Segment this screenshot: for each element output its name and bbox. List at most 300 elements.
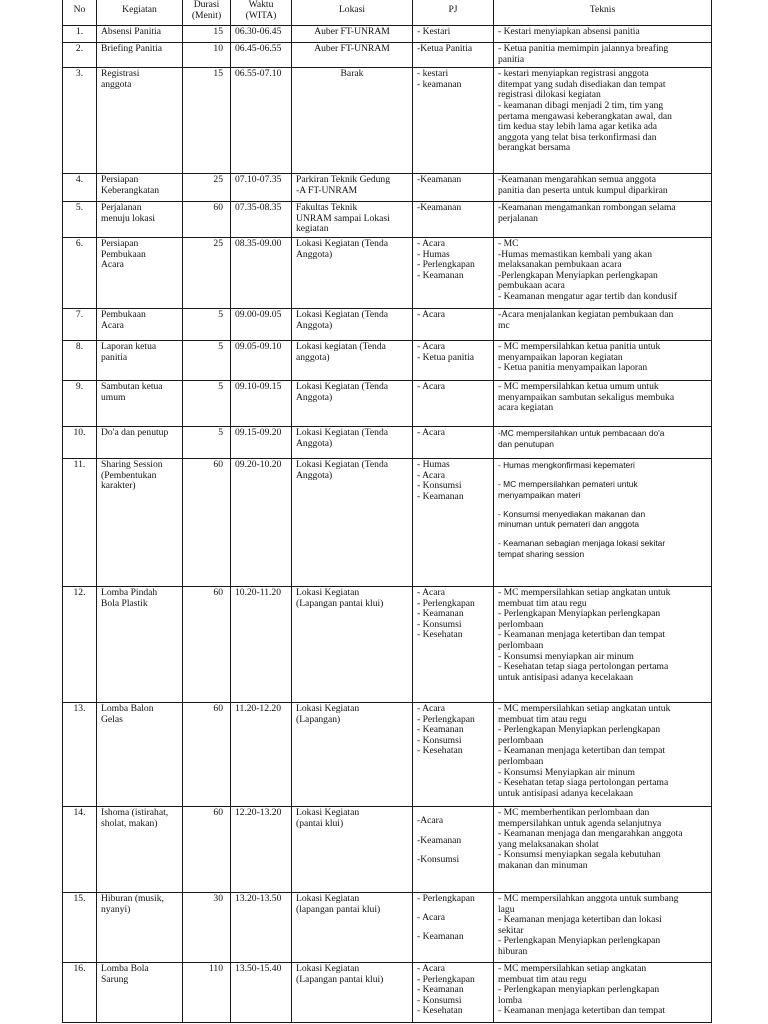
waktu-cell: 09.00-09.05 (231, 308, 292, 340)
teknis-cell-line: panitia dan peserta untuk kumpul diparkiran (498, 184, 668, 196)
pj-cell-line: - Acara (417, 426, 445, 438)
durasi-cell: 60 (183, 806, 231, 892)
teknis-cell-line: -Humas memastikan kembali yang akan (498, 248, 652, 260)
teknis-cell-line: - Perlengkapan Menyiapkan perlengkapan (498, 608, 661, 620)
header-label-line: (WITA) (245, 9, 277, 21)
kegiatan-cell-line: Pembukaan (101, 308, 146, 320)
kegiatan-cell-line: Registrasi (101, 68, 140, 80)
table-row (63, 237, 712, 308)
teknis-cell-line: - Konsumsi menyiapkan air minum (498, 650, 634, 662)
teknis-cell-line: - keamanan dibagi menjadi 2 tim, tim yang (498, 99, 664, 111)
kegiatan-cell (97, 892, 183, 962)
pj-cell (413, 426, 494, 458)
durasi-cell: 15 (183, 68, 231, 174)
teknis-cell-line: menyampaikan sambutan sekaligus membuka (498, 391, 675, 403)
lokasi-cell-line: Lokasi Kegiatan (Tenda (296, 237, 389, 249)
pj-cell-line: - Acara (417, 469, 445, 481)
pj-cell-line: - Humas (417, 458, 450, 470)
teknis-cell-line: - Perlengkapan Menyiapkan perlengkapan (498, 724, 661, 736)
table-row (63, 380, 712, 426)
lokasi-cell-line: (Lapangan pantai klui) (296, 973, 384, 985)
row-number: 16. (63, 962, 97, 1022)
waktu-cell: 13.50-15.40 (231, 962, 292, 1022)
kegiatan-cell-line: Persiapan (101, 237, 139, 249)
durasi-cell: 110 (183, 962, 231, 1022)
teknis-cell-line: tim kedua stay lebih lama agar ketika ada (498, 121, 658, 133)
durasi-cell: 15 (183, 26, 231, 43)
kegiatan-cell-line: Acara (101, 259, 124, 271)
kegiatan-cell-line: Acara (101, 319, 124, 331)
pj-cell-line: - Acara (417, 380, 445, 392)
table-row (63, 426, 712, 458)
pj-cell (413, 586, 494, 702)
table-row (63, 806, 712, 892)
pj-cell-line: - Keamanan (417, 931, 464, 943)
col-no-header (63, 0, 97, 26)
lokasi-cell-line: Lokasi Kegiatan (296, 962, 360, 974)
lokasi-cell (292, 26, 413, 43)
lokasi-cell-line: Parkiran Teknik Gedung (296, 174, 391, 186)
row-number: 12. (63, 586, 97, 702)
kegiatan-cell (97, 43, 183, 68)
pj-cell-line: - Konsumsi (417, 618, 462, 630)
teknis-cell (494, 426, 712, 458)
table-row (63, 702, 712, 806)
teknis-cell-line: membuat tim atau regu (498, 713, 587, 725)
lokasi-cell-line: (pantai klui) (296, 817, 344, 829)
table-row (63, 308, 712, 340)
pj-cell-line: - Perlengkapan (417, 973, 475, 985)
teknis-cell-line: sekitar (498, 924, 524, 936)
pj-cell-line: - Perlengkapan (417, 597, 475, 609)
pj-cell-line: - Keamanan (417, 490, 464, 502)
header-label-line: Waktu (248, 0, 274, 10)
pj-cell (413, 340, 494, 380)
kegiatan-cell-line: Hiburan (musik, (101, 892, 164, 904)
waktu-cell: 09.20-10.20 (231, 458, 292, 586)
teknis-cell-line: makanan dan minuman (498, 859, 588, 871)
col-kegiatan-header (97, 0, 183, 26)
pj-cell-line: - Perlengkapan (417, 259, 475, 271)
pj-cell-line: - Keamanan (417, 724, 464, 736)
waktu-cell: 07.10-07.35 (231, 174, 292, 202)
teknis-cell (494, 458, 712, 586)
lokasi-cell (292, 43, 413, 68)
teknis-cell-line: - Konsumsi Menyiapkan air minum (498, 766, 635, 778)
kegiatan-cell-line: nyanyi) (101, 903, 131, 915)
col-waktu-header (231, 0, 292, 26)
pj-cell (413, 962, 494, 1022)
waktu-cell: 06.55-07.10 (231, 68, 292, 174)
lokasi-cell-line: Lokasi Kegiatan (Tenda (296, 380, 389, 392)
waktu-cell: 13.20-13.50 (231, 892, 292, 962)
teknis-cell-line: yang melaksanakan sholat (498, 838, 599, 850)
lokasi-cell-line: kegiatan (296, 223, 329, 235)
teknis-cell-line: membuat tim atau regu (498, 597, 587, 609)
durasi-cell: 60 (183, 702, 231, 806)
durasi-cell: 5 (183, 426, 231, 458)
teknis-cell-line: - Keamanan menjaga ketertiban dan tempat (498, 745, 666, 757)
table-row (63, 340, 712, 380)
durasi-cell: 30 (183, 892, 231, 962)
waktu-cell: 08.35-09.00 (231, 237, 292, 308)
lokasi-cell (292, 892, 413, 962)
durasi-cell: 10 (183, 43, 231, 68)
header-label-line: No (73, 4, 86, 16)
lokasi-cell-line: Anggota) (296, 437, 333, 449)
kegiatan-cell-line: Sharing Session (101, 458, 163, 470)
pj-cell-line: - Keamanan (417, 269, 464, 281)
pj-cell-line: - Kesehatan (417, 1005, 463, 1017)
kegiatan-cell (97, 586, 183, 702)
teknis-cell-line: minuman untuk pemateri dan anggota (498, 519, 640, 530)
kegiatan-cell-line: Briefing Panitia (101, 43, 163, 54)
durasi-cell: 25 (183, 174, 231, 202)
teknis-cell-line: - MC mempersilahkan setiap angkatan (498, 962, 647, 974)
kegiatan-cell-line: Lomba Pindah (101, 586, 158, 598)
teknis-cell-line: - MC mempersilahkan ketua panitia untuk (498, 340, 661, 352)
lokasi-cell-line: Auber FT-UNRAM (314, 43, 390, 54)
teknis-cell-line: hiburan (498, 945, 528, 957)
teknis-cell-line: - MC mempersilahkan setiap angkatan untuk (498, 586, 671, 598)
pj-cell (413, 806, 494, 892)
teknis-cell-line: untuk antisipasi adanya kecelakaan (498, 787, 634, 799)
teknis-cell-line: - Humas mengkonfirmasi kepemateri (498, 459, 635, 470)
row-number: 6. (63, 237, 97, 308)
teknis-cell-line: menyampaikan laporan kegiatan (498, 351, 623, 363)
lokasi-cell (292, 340, 413, 380)
teknis-cell-line: - MC (498, 237, 519, 249)
lokasi-cell-line: Anggota) (296, 469, 333, 481)
teknis-cell (494, 380, 712, 426)
teknis-cell (494, 806, 712, 892)
teknis-cell (494, 237, 712, 308)
kegiatan-cell (97, 202, 183, 238)
kegiatan-cell (97, 237, 183, 308)
lokasi-cell (292, 586, 413, 702)
pj-cell-line: - Acara (417, 340, 445, 352)
rundown-document (62, 0, 711, 1023)
kegiatan-cell (97, 426, 183, 458)
kegiatan-cell (97, 702, 183, 806)
teknis-cell-line: - Ketua panitia memimpin jalannya breafing (498, 43, 669, 54)
teknis-cell-line: - Kesehatan tetap siaga pertolongan pertama (498, 661, 669, 673)
teknis-cell-line: - Keamanan menjaga ketertiban dan tempat (498, 1005, 666, 1017)
teknis-cell-line: melaksanakan pembukaan acara (498, 259, 622, 271)
teknis-cell-line: pembukaan acara (498, 280, 565, 292)
kegiatan-cell (97, 174, 183, 202)
teknis-cell-line: tempat sharing session (498, 549, 585, 560)
durasi-cell: 5 (183, 340, 231, 380)
lokasi-cell-line: Lokasi Kegiatan (Tenda (296, 458, 389, 470)
teknis-cell (494, 892, 712, 962)
pj-cell-line: -Keamanan (417, 174, 462, 186)
col-pj-header (413, 0, 494, 26)
row-number: 8. (63, 340, 97, 380)
kegiatan-cell-line: Perjalanan (101, 202, 142, 214)
table-row (63, 26, 712, 43)
lokasi-cell-line: (Lapangan pantai klui) (296, 597, 384, 609)
row-number: 3. (63, 68, 97, 174)
teknis-cell (494, 702, 712, 806)
pj-cell (413, 237, 494, 308)
teknis-cell-line: - Keamanan sebagian menjaga lokasi sekitar (498, 538, 666, 549)
row-number: 10. (63, 426, 97, 458)
kegiatan-cell-line: umum (101, 391, 126, 403)
row-number: 7. (63, 308, 97, 340)
teknis-cell-line: - Konsumsi menyediakan makanan dan (498, 508, 646, 519)
lokasi-cell (292, 380, 413, 426)
header-label-line: PJ (448, 4, 458, 16)
table-header-row (63, 0, 712, 26)
blank-line (498, 471, 707, 480)
waktu-cell: 09.15-09.20 (231, 426, 292, 458)
teknis-cell-line: - MC mempersilahkan pemateri untuk (498, 479, 638, 490)
pj-cell-line: -Keamanan (417, 202, 462, 214)
pj-cell-line: -Ketua Panitia (417, 43, 473, 54)
durasi-cell: 60 (183, 586, 231, 702)
table-row (63, 43, 712, 68)
row-number: 9. (63, 380, 97, 426)
pj-cell-line: - Humas (417, 248, 450, 260)
waktu-cell: 11.20-12.20 (231, 702, 292, 806)
pj-cell-line: - Konsumsi (417, 480, 462, 492)
row-number: 5. (63, 202, 97, 238)
pj-cell-line: -Keamanan (417, 834, 462, 846)
teknis-cell-line: - Keamanan menjaga ketertiban dan lokasi (498, 914, 662, 926)
row-number: 2. (63, 43, 97, 68)
kegiatan-cell-line: (Pembentukan (101, 469, 157, 481)
kegiatan-cell (97, 806, 183, 892)
waktu-cell: 09.05-09.10 (231, 340, 292, 380)
pj-cell-line: - Acara (417, 962, 445, 974)
kegiatan-cell (97, 962, 183, 1022)
waktu-cell: 12.20-13.20 (231, 806, 292, 892)
lokasi-cell-line: (lapangan pantai klui) (296, 903, 381, 915)
teknis-cell (494, 586, 712, 702)
teknis-cell-line: dan penutupan (498, 438, 554, 449)
teknis-cell-line: - Ketua panitia menyampaikan laporan (498, 362, 648, 374)
table-row (63, 202, 712, 238)
waktu-cell: 06.30-06.45 (231, 26, 292, 43)
pj-cell (413, 174, 494, 202)
kegiatan-cell (97, 340, 183, 380)
row-number: 11. (63, 458, 97, 586)
kegiatan-cell-line: Sambutan ketua (101, 380, 163, 392)
kegiatan-cell-line: Lomba Balon (101, 702, 154, 714)
pj-cell-line: - Acara (417, 912, 445, 924)
table-row (63, 68, 712, 174)
row-number: 14. (63, 806, 97, 892)
lokasi-cell (292, 426, 413, 458)
teknis-cell (494, 308, 712, 340)
teknis-cell-line: perlombaan (498, 618, 544, 630)
kegiatan-cell-line: Bola Plastik (101, 597, 148, 609)
teknis-cell (494, 68, 712, 174)
kegiatan-cell-line: Laporan ketua (101, 340, 157, 352)
durasi-cell: 25 (183, 237, 231, 308)
lokasi-cell-line: (Lapangan) (296, 713, 341, 725)
row-number: 1. (63, 26, 97, 43)
blank-line (498, 500, 707, 509)
kegiatan-cell-line: Pembukaan (101, 248, 146, 260)
pj-cell (413, 702, 494, 806)
col-lokasi-header (292, 0, 413, 26)
pj-cell-line: - kestari (417, 68, 449, 80)
lokasi-cell (292, 237, 413, 308)
teknis-cell-line: membuat tim atau regu (498, 973, 587, 985)
teknis-cell-line: berangkat bersama (498, 142, 571, 154)
teknis-cell (494, 26, 712, 43)
row-number: 4. (63, 174, 97, 202)
lokasi-cell (292, 308, 413, 340)
waktu-cell: 06.45-06.55 (231, 43, 292, 68)
kegiatan-cell-line: Persiapan (101, 174, 139, 186)
pj-cell (413, 68, 494, 174)
header-label-line: Durasi (193, 0, 220, 10)
durasi-cell: 60 (183, 202, 231, 238)
lokasi-cell-line: Anggota) (296, 391, 333, 403)
table-row (63, 458, 712, 586)
lokasi-cell (292, 174, 413, 202)
pj-cell-line: - Keamanan (417, 984, 464, 996)
teknis-cell-line: - Perlengkapan Menyiapkan perlengkapan (498, 935, 661, 947)
table-row (63, 586, 712, 702)
row-number: 15. (63, 892, 97, 962)
kegiatan-cell (97, 26, 183, 43)
pj-cell-line: - Perlengkapan (417, 713, 475, 725)
lokasi-cell-line: Anggota) (296, 319, 333, 331)
pj-cell-line: - Konsumsi (417, 734, 462, 746)
kegiatan-cell-line: panitia (101, 351, 128, 363)
teknis-cell-line: -MC mempersilahkan untuk pembacaan do'a (498, 427, 665, 438)
pj-cell-line: - Acara (417, 237, 445, 249)
teknis-cell-line: panitia (498, 53, 525, 65)
teknis-cell-line: mc (498, 319, 510, 331)
col-durasi-header (183, 0, 231, 26)
pj-cell (413, 892, 494, 962)
pj-cell-line: - Acara (417, 586, 445, 598)
header-label-line: Teknis (589, 4, 616, 16)
teknis-cell (494, 962, 712, 1022)
pj-cell-line: - Acara (417, 702, 445, 714)
pj-cell-line: - keamanan (417, 78, 462, 90)
pj-cell (413, 458, 494, 586)
teknis-cell-line: - Konsumsi menyiapkan segala kebutuhan (498, 849, 661, 861)
teknis-cell-line: perlombaan (498, 639, 544, 651)
teknis-cell-line: - Kesehatan tetap siaga pertolongan pertama (498, 777, 669, 789)
lokasi-cell-line: UNRAM sampai Lokasi (296, 212, 390, 224)
lokasi-cell-line: -A FT-UNRAM (296, 184, 358, 196)
teknis-cell (494, 43, 712, 68)
teknis-cell-line: - MC mempersilahkan setiap angkatan untuk (498, 702, 671, 714)
lokasi-cell-line: Lokasi Kegiatan (Tenda (296, 308, 389, 320)
pj-cell (413, 43, 494, 68)
teknis-cell-line: - Keamanan menjaga ketertiban dan tempat (498, 629, 666, 641)
teknis-cell (494, 174, 712, 202)
kegiatan-cell-line: sholat, makan) (101, 817, 158, 829)
teknis-cell-line: - Kestari menyiapkan absensi panitia (498, 26, 640, 37)
lokasi-cell-line: Lokasi Kegiatan (296, 892, 360, 904)
kegiatan-cell (97, 380, 183, 426)
teknis-cell-line: registrasi dilokasi kegiatan (498, 89, 601, 101)
waktu-cell: 10.20-11.20 (231, 586, 292, 702)
kegiatan-cell (97, 68, 183, 174)
durasi-cell: 60 (183, 458, 231, 586)
kegiatan-cell-line: Gelas (101, 713, 123, 725)
col-teknis-header (494, 0, 712, 26)
table-row (63, 174, 712, 202)
kegiatan-cell (97, 308, 183, 340)
durasi-cell: 5 (183, 308, 231, 340)
teknis-cell (494, 202, 712, 238)
kegiatan-cell-line: Do'a dan penutup (101, 426, 169, 438)
kegiatan-cell (97, 458, 183, 586)
teknis-cell-line: anggota yang telat bisa terkonfirmasi dan (498, 131, 657, 143)
pj-cell (413, 26, 494, 43)
pj-cell-line: - Ketua panitia (417, 351, 475, 363)
header-label-line: (Menit) (191, 9, 222, 21)
table-row (63, 892, 712, 962)
teknis-cell-line: -Perlengkapan Menyiapkan perlengkapan (498, 269, 658, 281)
kegiatan-cell-line: Keberangkatan (101, 184, 160, 196)
teknis-cell-line: - MC memberhentikan perlombaan dan (498, 806, 650, 818)
waktu-cell: 09.10-09.15 (231, 380, 292, 426)
teknis-cell-line: acara kegiatan (498, 402, 554, 414)
row-number: 13. (63, 702, 97, 806)
lokasi-cell-line: Lokasi Kegiatan (Tenda (296, 426, 389, 438)
lokasi-cell (292, 702, 413, 806)
pj-cell-line: - Perlengkapan (417, 892, 475, 904)
teknis-cell-line: perjalanan (498, 212, 538, 224)
pj-cell (413, 202, 494, 238)
pj-cell-line: - Keamanan (417, 608, 464, 620)
pj-cell (413, 308, 494, 340)
lokasi-cell-line: Anggota) (296, 248, 333, 260)
pj-cell-line: - Kestari (417, 26, 451, 37)
header-label-line: Lokasi (338, 4, 366, 16)
pj-cell (413, 380, 494, 426)
lokasi-cell (292, 202, 413, 238)
pj-cell-line: - Kesehatan (417, 745, 463, 757)
lokasi-cell (292, 962, 413, 1022)
teknis-cell-line: - Keamanan menjaga dan mengarahkan anggota (498, 828, 683, 840)
lokasi-cell (292, 68, 413, 174)
rundown-table (62, 0, 712, 1023)
teknis-cell-line: - MC mempersilahkan ketua umum untuk (498, 380, 659, 392)
teknis-cell-line: - Perlengkapan menyiapkan perlengkapan (498, 984, 660, 996)
table-body (63, 26, 712, 1023)
waktu-cell: 07.35-08.35 (231, 202, 292, 238)
teknis-cell-line: untuk antisipasi adanya kecelakaan (498, 671, 634, 683)
lokasi-cell-line: Lokasi Kegiatan (296, 806, 360, 818)
blank-line (498, 530, 707, 539)
teknis-cell-line: ditempat yang sudah disediakan dan tempat (498, 78, 666, 90)
kegiatan-cell-line: Lomba Bola (101, 962, 149, 974)
teknis-cell-line: lagu (498, 903, 515, 915)
teknis-cell-line: mempersilahkan untuk agenda selanjutnya (498, 817, 662, 829)
table-row (63, 962, 712, 1022)
teknis-cell-line: - MC mempersilahkan anggota untuk sumbang (498, 892, 679, 904)
teknis-cell-line: - kestari menyiapkan registrasi anggota (498, 68, 649, 80)
kegiatan-cell-line: menuju lokasi (101, 212, 156, 224)
durasi-cell: 5 (183, 380, 231, 426)
lokasi-cell (292, 458, 413, 586)
kegiatan-cell-line: Ishoma (istirahat, (101, 806, 169, 818)
lokasi-cell-line: anggota) (296, 351, 330, 363)
header-label-line: Kegiatan (122, 4, 157, 16)
lokasi-cell-line: Lokasi Kegiatan (296, 586, 360, 598)
